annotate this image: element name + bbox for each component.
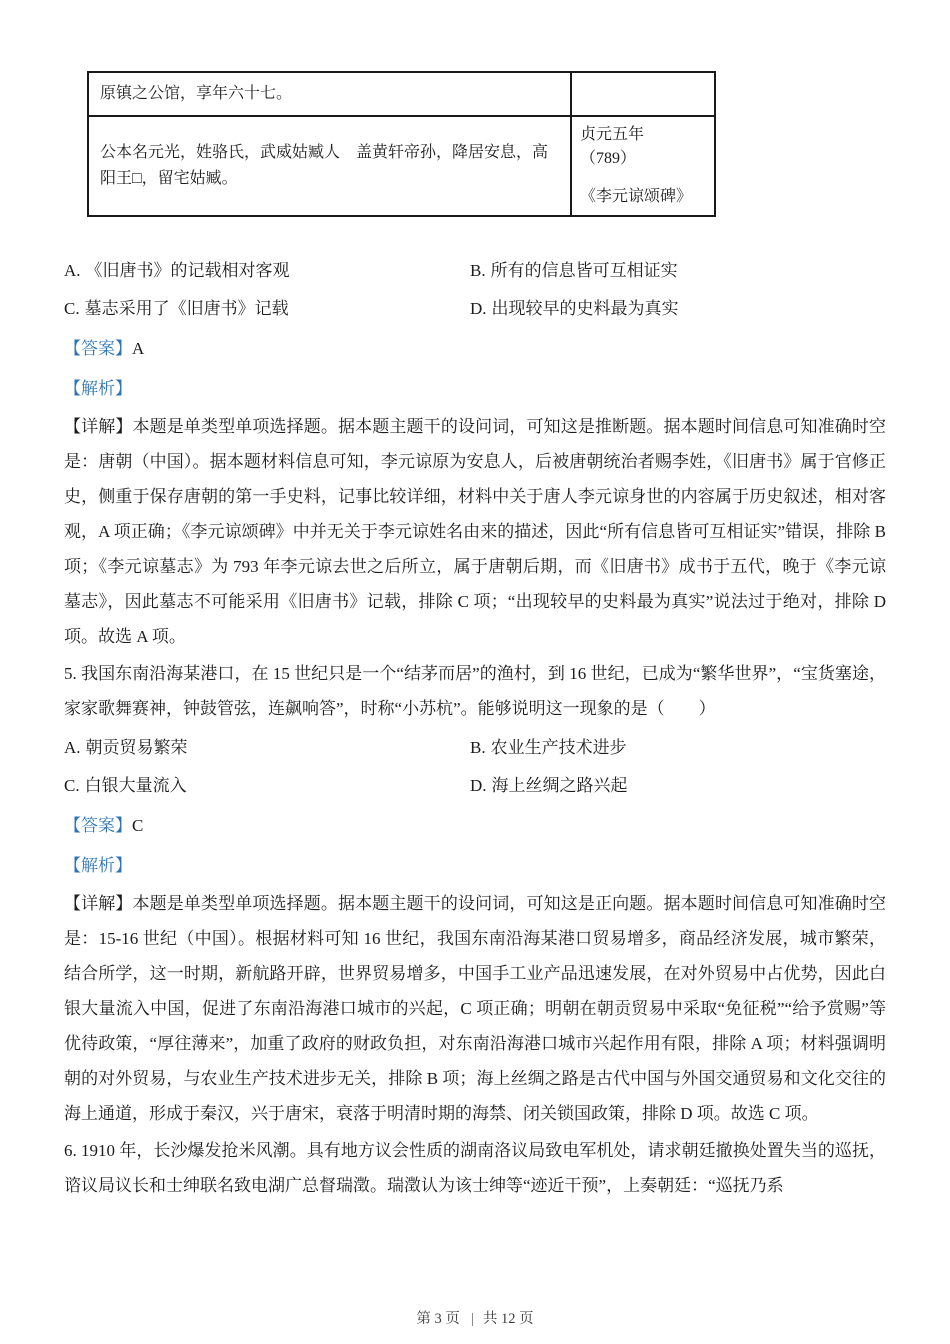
- answer-label: 【答案】: [64, 339, 132, 358]
- q5-option-c: [64, 768, 470, 803]
- option-text: 《旧唐书》的记载相对客观: [85, 261, 290, 280]
- table-cell-source: [571, 116, 715, 216]
- q4-detail-paragraph: [64, 409, 886, 654]
- table-cell-source: [571, 72, 715, 116]
- option-text: 农业生产技术进步: [490, 738, 627, 757]
- option-label: D.: [470, 776, 487, 795]
- q4-option-b: [470, 253, 886, 288]
- answer-label: 【答案】: [64, 816, 132, 835]
- q4-option-c: [64, 291, 470, 326]
- source-title: 《李元谅颂碑》: [580, 188, 693, 205]
- footer-separator: |: [470, 1311, 474, 1327]
- option-label: B.: [470, 738, 486, 757]
- q5-options: [64, 730, 886, 803]
- q5-detail-text: 本题是单类型单项选择题。据本题主题干的设问词，可知这是正向题。据本题时间信息可知准确时空是：15-16 世纪（中国）。根据材料可知 16 世纪，我国东南沿海某港口贸易增多，商品经济发展，城市繁荣，结合所学，这一时期，新航路开辟，世界贸易增多，中国手工业产品迅速发展，在对外贸易中占优势，因此白银大量流入中国，促进了东南沿海港口城市的兴起，C 项正确；明朝在朝贡贸易中采取“免征税”“给予赏赐”等优待政策，“厚往薄来”，加重了政府的财政负担，对东南沿海港口城市兴起作用有限，排除 A 项；材料强调明朝的对外贸易，与农业生产技术进步无关，排除 B 项；海上丝绸之路是古代中国与外国交通贸易和文化交往的海上通道，形成于秦汉，兴于唐宋，衰落于明清时期的海禁、闭关锁国政策，排除 D 项。故选 C 项。: [64, 894, 887, 1123]
- analysis-label: 【解析】: [64, 856, 132, 875]
- option-text: 白银大量流入: [84, 776, 187, 795]
- option-text: 朝贡贸易繁荣: [85, 738, 188, 757]
- option-text: 海上丝绸之路兴起: [491, 776, 628, 795]
- analysis-label: 【解析】: [64, 379, 132, 398]
- source-year: （789）: [580, 150, 637, 167]
- table-cell-text: 公本名元光，姓骆氏，武威姑臧人 盖黄轩帝孙，降居安息，高阳王□，留宅姑臧。: [88, 116, 571, 216]
- option-label: D.: [470, 299, 487, 318]
- q4-option-d: [470, 291, 886, 326]
- q4-detail-text: 本题是单类型单项选择题。据本题主题干的设问词，可知这是推断题。据本题时间信息可知准确时空是：唐朝（中国）。据本题材料信息可知，李元谅原为安息人，后被唐朝统治者赐李姓，《旧唐书》属于官修正史，侧重于保存唐朝的第一手史料，记事比较详细，材料中关于唐人李元谅身世的内容属于历史叙述，相对客观，A 项正确；《李元谅颂碑》中并无关于李元谅姓名由来的描述，因此“所有信息皆可互相证实”错误，排除 B 项；《李元谅墓志》为 793 年李元谅去世之后所立，属于唐朝后期，而《旧唐书》成书于五代，晚于《李元谅墓志》，因此墓志不可能采用《旧唐书》记载，排除 C 项；“出现较早的史料最为真实”说法过于绝对，排除 D 项。故选 A 项。: [64, 417, 887, 646]
- q5-answer-value: C: [132, 816, 144, 835]
- option-label: A.: [64, 261, 81, 280]
- option-text: 出现较早的史料最为真实: [491, 299, 679, 318]
- detail-label: 【详解】: [64, 417, 133, 436]
- option-label: B.: [470, 261, 486, 280]
- page-footer: [0, 1307, 950, 1328]
- table-row: [88, 116, 715, 216]
- spacer: [580, 171, 706, 185]
- source-era: 贞元五年: [580, 126, 645, 143]
- footer-page-number: 第 3 页: [416, 1311, 460, 1327]
- q4-options: [64, 253, 886, 326]
- q5-option-a: [64, 730, 470, 765]
- q5-answer-line: [64, 808, 886, 843]
- option-text: 所有的信息皆可互相证实: [490, 261, 678, 280]
- q4-answer-value: A: [132, 339, 145, 358]
- option-label: A.: [64, 738, 81, 757]
- source-material-table: [87, 71, 716, 217]
- footer-total-pages: 共 12 页: [482, 1311, 534, 1327]
- option-label: C.: [64, 299, 80, 318]
- q4-option-a: [64, 253, 470, 288]
- q5-analysis-line: [64, 848, 886, 883]
- q5-stem: 5. 我国东南沿海某港口，在 15 世纪只是一个“结茅而居”的渔村，到 16 世纪，已成为“繁华世界”，“宝货塞途，家家歌舞赛神，钟鼓管弦，连飙响答”，时称“小苏杭”。能够说明这一现象的是（ ）: [64, 664, 886, 718]
- q6-stem: 6. 1910 年，长沙爆发抢米风潮。具有地方议会性质的湖南洛议局致电军机处，请求朝廷撤换处置失当的巡抚，谘议局议长和士绅联名致电湖广总督瑞澂。瑞澂认为该士绅等“迹近干预”，上奏朝廷：“巡抚乃系: [64, 1141, 886, 1195]
- option-label: C.: [64, 776, 80, 795]
- option-text: 墓志采用了《旧唐书》记载: [84, 299, 289, 318]
- q5-detail-paragraph: [64, 886, 886, 1131]
- q4-answer-line: [64, 331, 886, 366]
- q4-analysis-line: [64, 371, 886, 406]
- table-cell-text: 原镇之公馆，享年六十七。: [88, 72, 571, 116]
- detail-label: 【详解】: [64, 894, 133, 913]
- q5-option-d: [470, 768, 886, 803]
- table-row: [88, 72, 715, 116]
- q5-option-b: [470, 730, 886, 765]
